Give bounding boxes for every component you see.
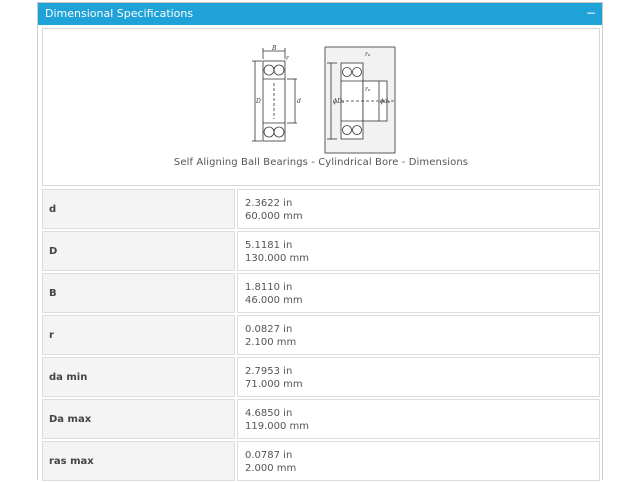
spec-value-mm: 2.000 mm — [245, 463, 297, 474]
spec-value-mm: 119.000 mm — [245, 421, 310, 432]
spec-value-inch: 2.7953 in — [245, 366, 293, 377]
dimensional-specifications-panel — [37, 2, 603, 480]
spec-value — [237, 441, 600, 481]
spec-value-mm: 2.100 mm — [245, 337, 297, 348]
spec-value-inch: 0.0827 in — [245, 324, 293, 335]
spec-label: r — [42, 315, 235, 355]
spec-value-mm: 46.000 mm — [245, 295, 303, 306]
label-ra-inner: rₐ — [365, 86, 371, 93]
spec-value — [237, 399, 600, 439]
bearing-dimension-diagram — [247, 43, 399, 155]
spec-label: d — [42, 189, 235, 229]
spec-table — [42, 189, 600, 483]
spec-value — [237, 315, 600, 355]
label-da: ϕdₐ — [380, 98, 391, 105]
spec-value-inch: 0.0787 in — [245, 450, 293, 461]
spec-value — [237, 357, 600, 397]
bearing-figure — [42, 28, 600, 186]
spec-value — [237, 273, 600, 313]
spec-row-B — [42, 273, 600, 313]
spec-row-ras-max — [42, 441, 600, 481]
spec-value — [237, 189, 600, 229]
spec-value-mm: 71.000 mm — [245, 379, 303, 390]
spec-value-mm: 60.000 mm — [245, 211, 303, 222]
spec-value-inch: 1.8110 in — [245, 282, 293, 293]
spec-label: Da max — [42, 399, 235, 439]
label-Da: ϕDₐ — [333, 98, 345, 105]
spec-row-d — [42, 189, 600, 229]
spec-row-Da-max — [42, 399, 600, 439]
spec-value-inch: 4.6850 in — [245, 408, 293, 419]
label-D: D — [256, 98, 261, 105]
spec-value-mm: 130.000 mm — [245, 253, 310, 264]
spec-row-r — [42, 315, 600, 355]
spec-label: B — [42, 273, 235, 313]
spec-value-inch: 5.1181 in — [245, 240, 293, 251]
spec-row-da-min — [42, 357, 600, 397]
spec-value — [237, 231, 600, 271]
spec-label: ras max — [42, 441, 235, 481]
spec-row-D — [42, 231, 600, 271]
collapse-icon[interactable]: − — [585, 6, 597, 20]
label-d: d — [297, 98, 301, 105]
panel-header[interactable] — [38, 3, 602, 25]
spec-label: da min — [42, 357, 235, 397]
label-B: B — [272, 45, 277, 52]
label-r: r — [286, 55, 289, 62]
spec-label: D — [42, 231, 235, 271]
label-ra-top: rₐ — [365, 51, 371, 58]
figure-caption: Self Aligning Ball Bearings - Cylindrical Bore - Dimensions — [173, 157, 469, 168]
spec-value-inch: 2.3622 in — [245, 198, 293, 209]
panel-title: Dimensional Specifications — [45, 7, 194, 20]
